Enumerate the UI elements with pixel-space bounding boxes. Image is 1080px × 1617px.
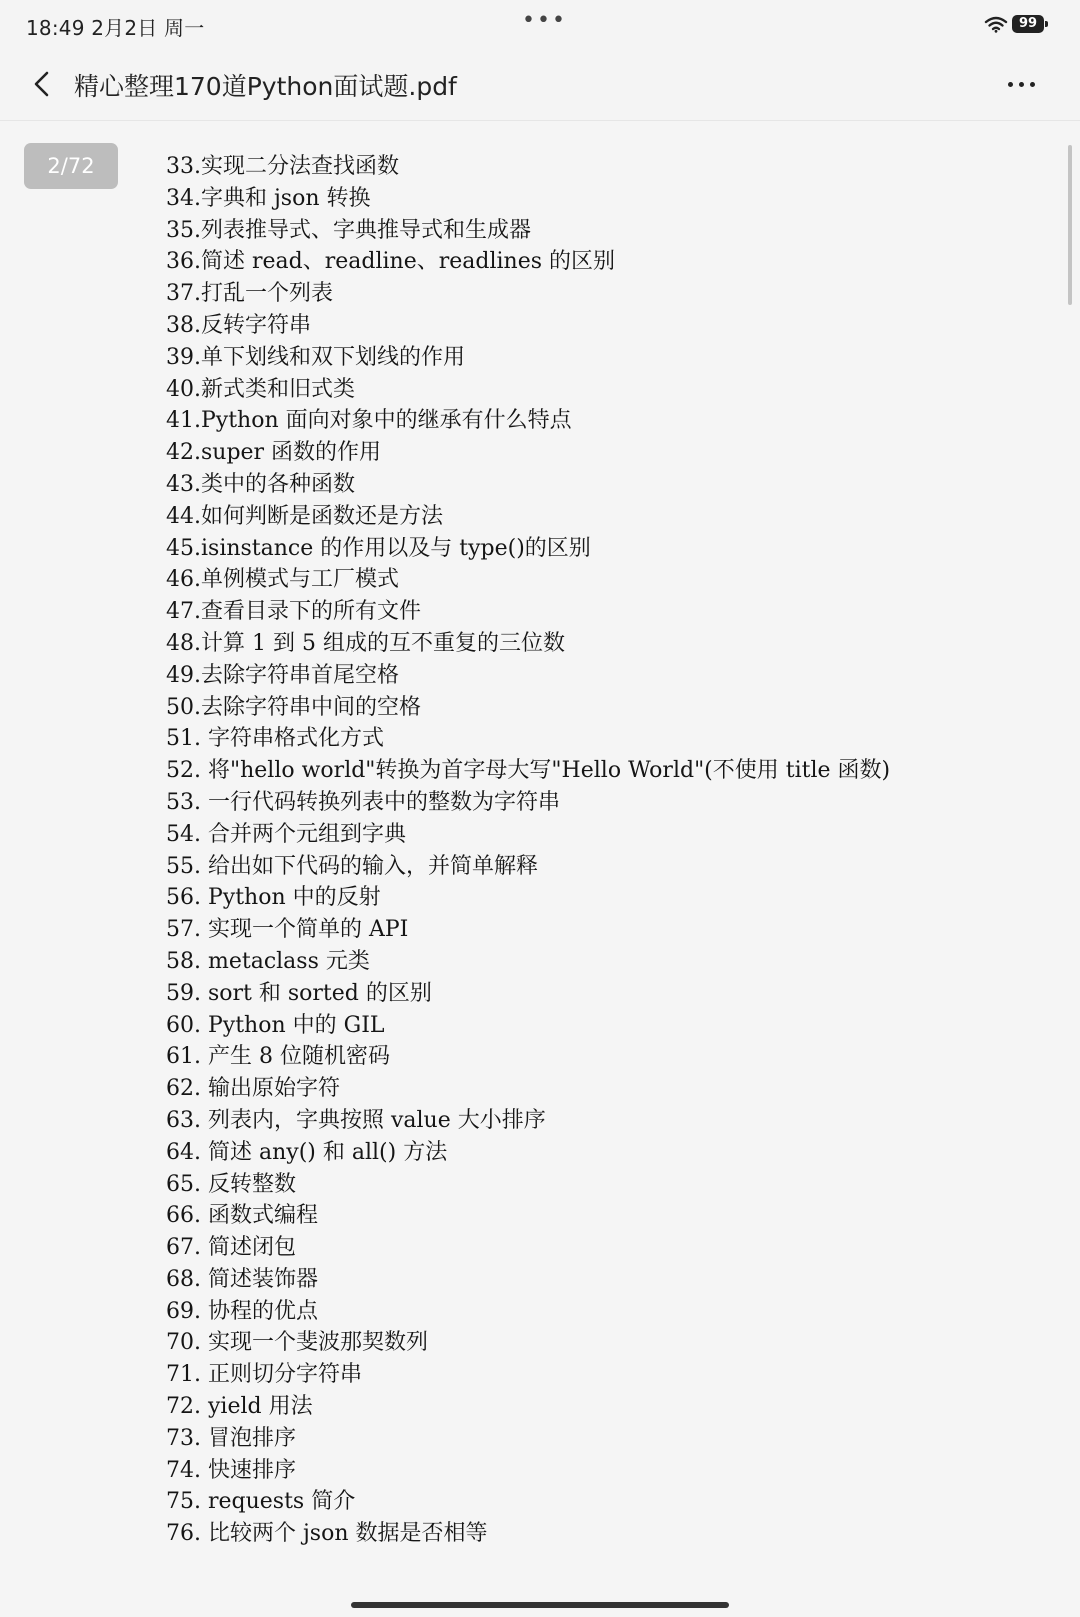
list-item: 43.类中的各种函数 [166,471,355,497]
list-item: 67. 简述闭包 [166,1235,296,1261]
list-item: 72. yield 用法 [166,1394,313,1420]
list-item: 70. 实现一个斐波那契数列 [166,1330,428,1356]
list-item: 36.简述 read、readline、readlines 的区别 [166,249,615,275]
list-item: 62. 输出原始字符 [166,1076,340,1102]
list-item: 64. 简述 any() 和 all() 方法 [166,1139,448,1165]
list-item: 61. 产生 8 位随机密码 [166,1044,390,1070]
list-item: 58. metaclass 元类 [166,948,370,974]
more-dot-icon [1030,82,1035,87]
list-item: 33.实现二分法查找函数 [166,154,399,179]
list-item: 63. 列表内，字典按照 value 大小排序 [166,1107,546,1133]
battery-icon [1012,15,1044,33]
list-item: 69. 协程的优点 [166,1298,318,1324]
more-options-button[interactable] [1004,64,1044,104]
list-item: 75. requests 简介 [166,1489,356,1515]
battery-level: 99 [1018,16,1038,31]
list-item: 56. Python 中的反射 [166,885,381,911]
list-item: 37.打乱一个列表 [166,281,333,307]
list-item: 54. 合并两个元组到字典 [166,821,406,847]
scrollbar[interactable] [1068,145,1072,305]
list-item: 71. 正则切分字符串 [166,1362,362,1388]
list-item: 53. 一行代码转换列表中的整数为字符串 [166,789,560,815]
list-item: 42.super 函数的作用 [166,440,382,466]
list-item: 52. 将"hello world"转换为首字母大写"Hello World"(不使用 title 函数) [166,758,891,784]
status-weekday-value: 周一 [164,16,205,40]
list-item: 59. sort 和 sorted 的区别 [166,980,432,1006]
home-indicator[interactable] [351,1602,729,1608]
back-button[interactable] [24,64,64,104]
pdf-page-view[interactable] [0,121,1080,1617]
status-date-value: 2月2日 [91,16,158,40]
page-indicator: 2/72 [24,143,118,189]
list-item: 76. 比较两个 json 数据是否相等 [166,1521,488,1547]
wifi-icon [984,15,1008,33]
list-item: 49.去除字符串首尾空格 [166,662,399,688]
chevron-left-icon [24,64,64,104]
more-dot-icon [1008,82,1013,87]
list-item: 66. 函数式编程 [166,1203,318,1229]
list-item: 41.Python 面向对象中的继承有什么特点 [166,408,572,434]
list-item: 47.查看目录下的所有文件 [166,599,421,625]
list-item: 35.列表推导式、字典推导式和生成器 [166,217,531,243]
list-item: 50.去除字符串中间的空格 [166,694,421,720]
list-item: 60. Python 中的 GIL [166,1012,385,1038]
list-item: 39.单下划线和双下划线的作用 [166,344,465,370]
list-item: 51. 字符串格式化方式 [166,726,384,752]
status-time [26,12,204,41]
list-item: 38.反转字符串 [166,312,311,338]
list-item: 44.如何判断是函数还是方法 [166,503,443,529]
list-item: 48.计算 1 到 5 组成的互不重复的三位数 [166,630,565,656]
list-item: 57. 实现一个简单的 API [166,917,409,943]
status-time-value: 18:49 [26,16,85,40]
list-item: 68. 简述装饰器 [166,1266,318,1292]
list-item: 46.单例模式与工厂模式 [166,567,399,593]
list-item: 73. 冒泡排序 [166,1425,296,1451]
list-item: 34.字典和 json 转换 [166,185,371,211]
list-item: 74. 快速排序 [166,1457,296,1483]
document-title: 精心整理170道Python面试题.pdf [74,72,457,101]
list-item: 40.新式类和旧式类 [166,376,355,402]
list-item: 45.isinstance 的作用以及与 type()的区别 [166,535,591,561]
title-bar [0,50,1080,121]
question-list [166,151,890,1550]
more-dot-icon [1019,82,1024,87]
list-item: 65. 反转整数 [166,1171,296,1197]
multitask-dots-icon[interactable]: ••• [522,8,567,33]
list-item: 55. 给出如下代码的输入，并简单解释 [166,853,538,879]
status-bar [0,0,1080,50]
